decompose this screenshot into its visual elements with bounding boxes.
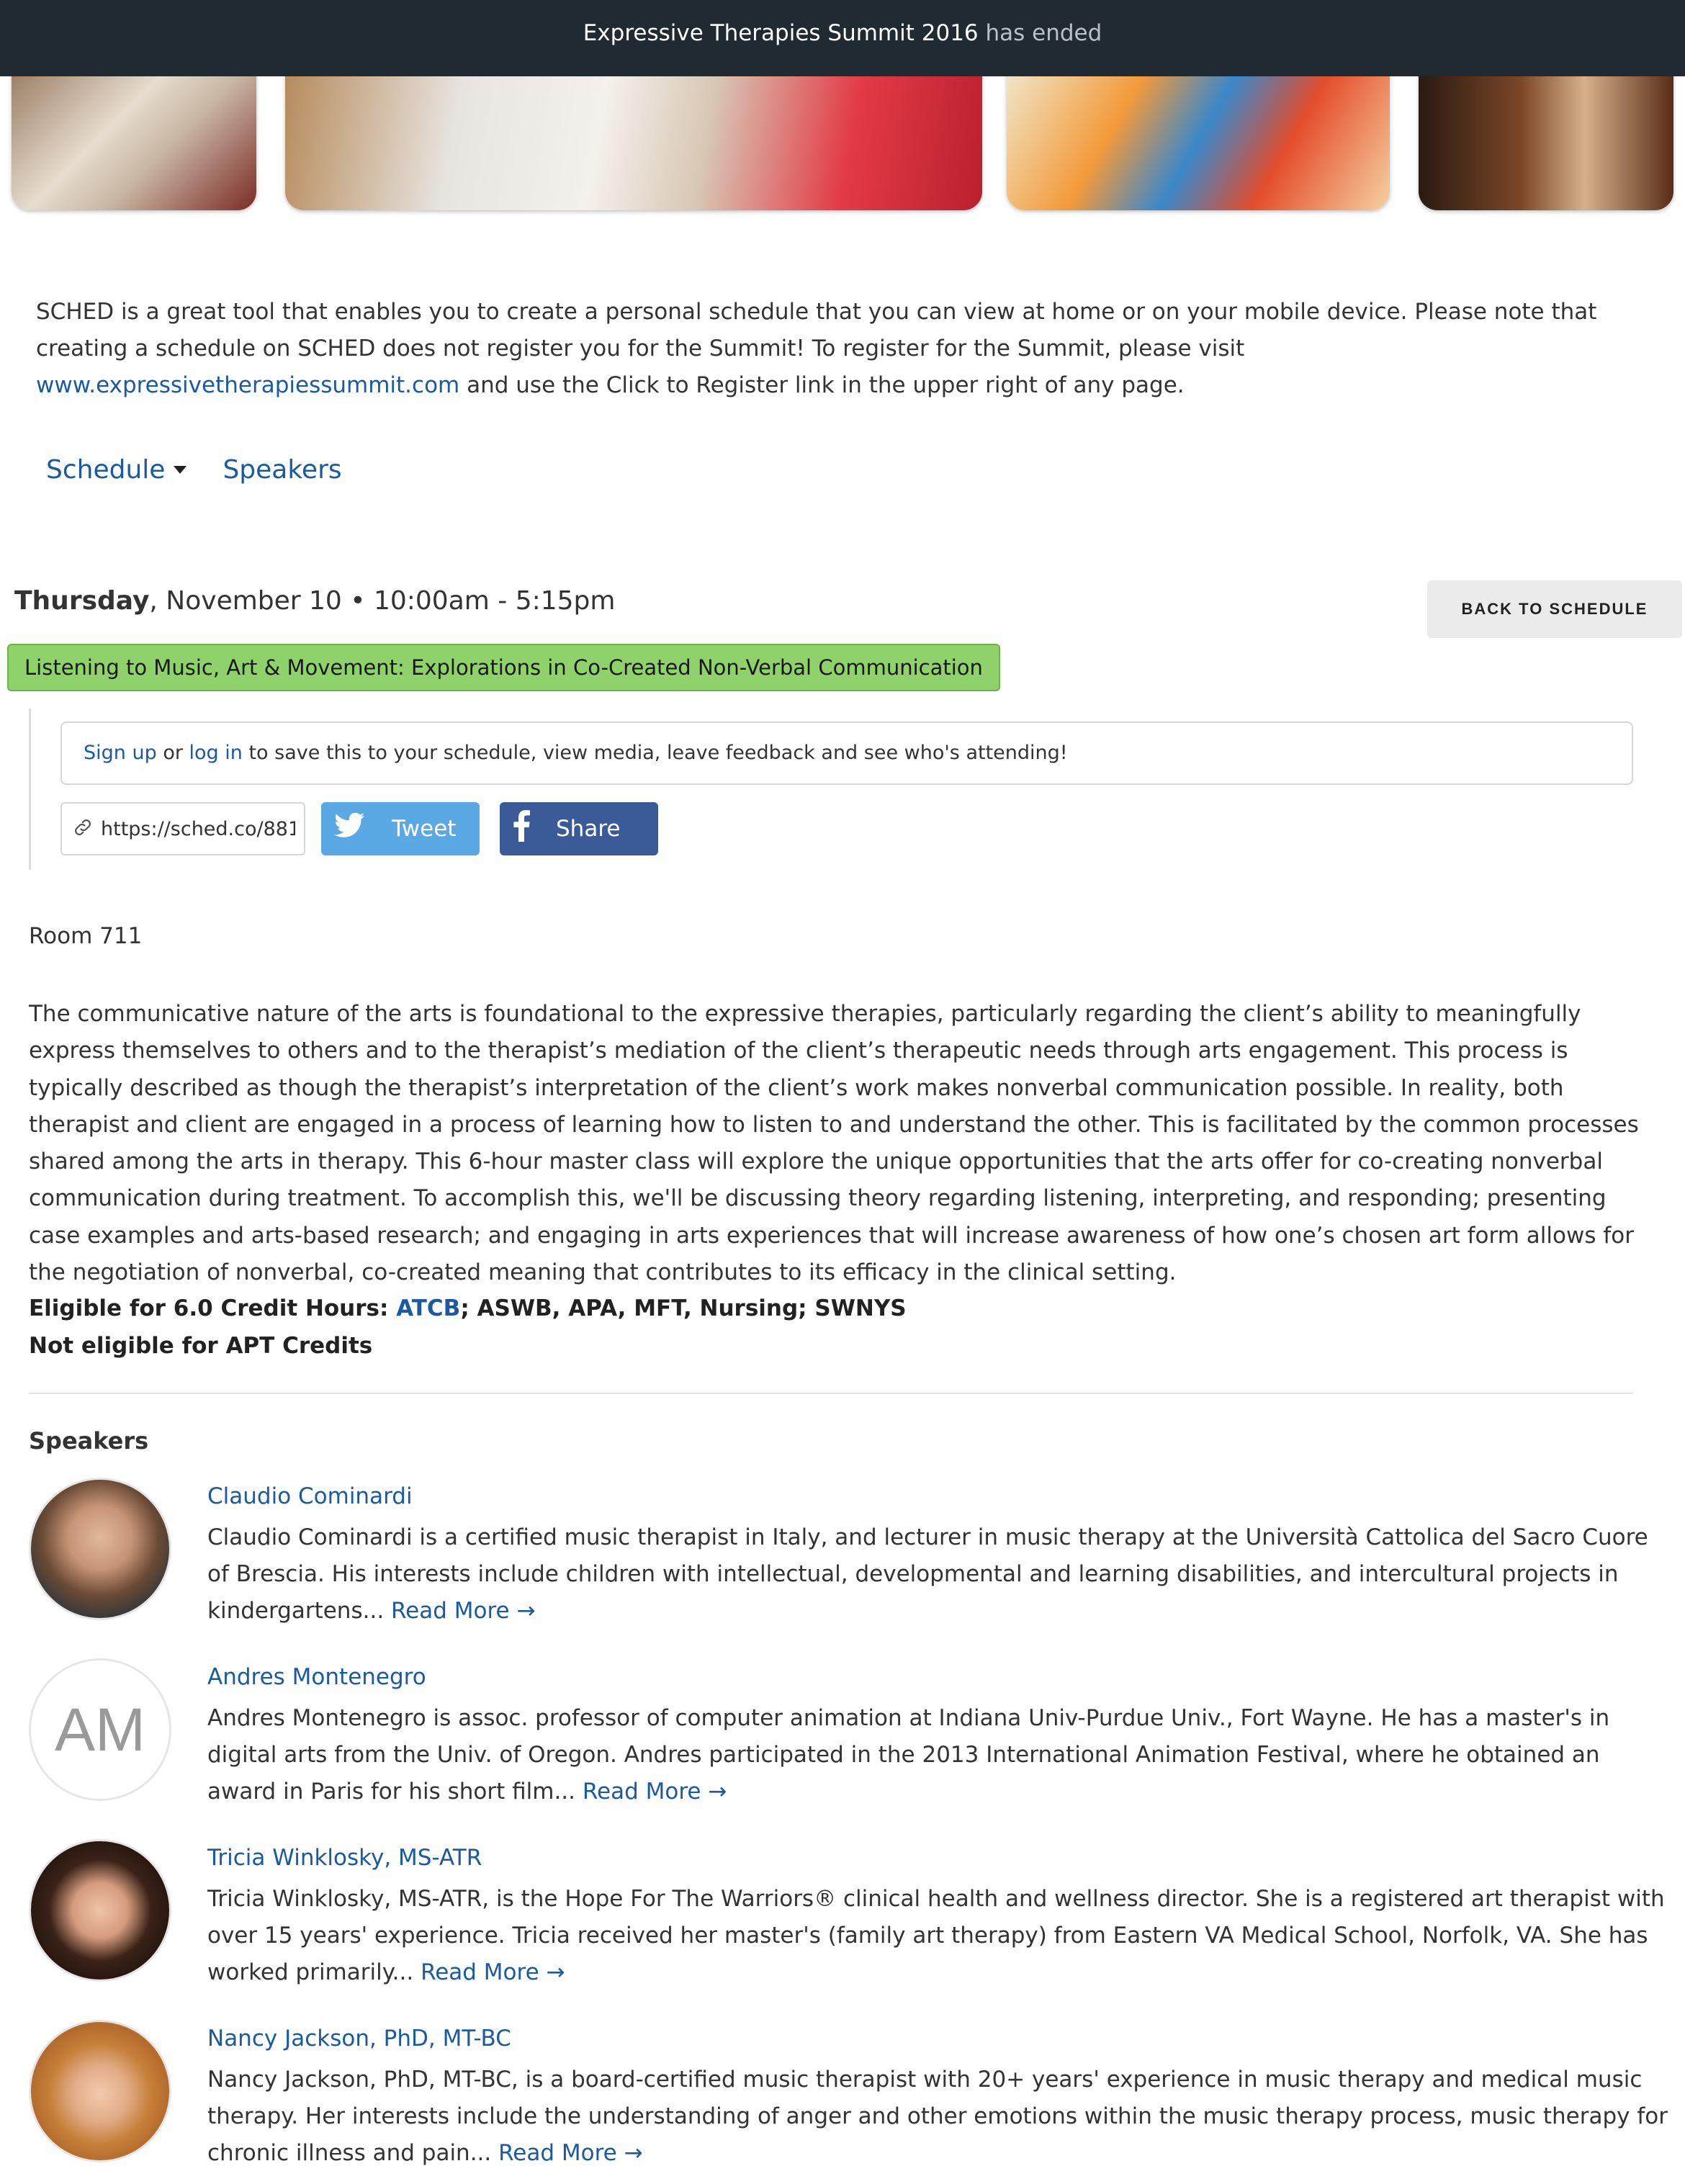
event-actions-rule <box>29 709 31 870</box>
tab-schedule-label: Schedule <box>46 455 166 485</box>
speaker-bio-text: Claudio Cominardi is a certified music therapist in Italy, and lecturer in music therapy at the Università Cattolica del Sacro Cuore of Brescia. His interests include children with intellectual, developmental and learning disabilities, and intercultural projects in kindergartens... <box>207 1524 1648 1624</box>
speaker-bio <box>207 1881 1669 1991</box>
speaker-card <box>29 1478 1656 1629</box>
header-photo-strip <box>0 72 1685 213</box>
header-photo-hands <box>285 72 982 210</box>
intro-text-after: and use the Click to Register link in the upper right of any page. <box>459 372 1185 398</box>
signup-rest-text: to save this to your schedule, view media, leave feedback and see who's attending! <box>242 742 1068 764</box>
banner-event-name: Expressive Therapies Summit 2016 <box>583 20 979 46</box>
speaker-bio <box>207 1700 1669 1810</box>
schedule-nav <box>46 455 378 485</box>
speaker-bio-text: Tricia Winklosky, MS-ATR, is the Hope For The Warriors® clinical health and wellness director. She is a registered art therapist with over 15 years' experience. Tricia received her master's (family art therapy) from Eastern VA Medical School, Norfolk, VA. She has worked primarily... <box>207 1886 1665 1985</box>
avatar[interactable] <box>29 1839 171 1982</box>
facebook-share-button[interactable] <box>500 802 658 855</box>
header-photo-puppet <box>12 72 256 210</box>
apt-note: Not eligible for APT Credits <box>29 1333 373 1359</box>
speaker-card <box>29 1839 1665 1990</box>
signup-prompt <box>60 722 1633 785</box>
caret-down-icon <box>174 466 187 474</box>
speaker-name-link[interactable]: Tricia Winklosky, MS-ATR <box>207 1845 482 1871</box>
event-day: Thursday <box>14 586 150 616</box>
tab-speakers[interactable]: Speakers <box>223 455 342 485</box>
credits-line <box>29 1290 907 1327</box>
event-date-time: , November 10 • 10:00am - 5:15pm <box>149 586 616 616</box>
read-more-link[interactable]: Read More → <box>421 1959 565 1985</box>
tab-schedule[interactable] <box>46 455 187 485</box>
event-status-banner <box>0 0 1685 76</box>
avatar[interactable] <box>29 1478 171 1620</box>
event-datetime <box>14 586 615 616</box>
read-more-link[interactable]: Read More → <box>582 1779 727 1805</box>
intro-text-before: SCHED is a great tool that enables you to create a personal schedule that you can view at home or on your mobile device. Please note that creating a schedule on SCHED does not register you for the Summit! To register for the Summit, please visit <box>36 299 1597 361</box>
tweet-label: Tweet <box>392 816 457 842</box>
facebook-icon <box>513 810 530 848</box>
speaker-bio-text: Andres Montenegro is assoc. professor of computer animation at Indiana Univ-Purdue Univ., Fort Wayne. He has a master's in digital arts from the Univ. of Oregon. Andres participated in the 2013 International Animation Festival, where he obtained an award in Paris for his short film... <box>207 1705 1610 1805</box>
avatar[interactable] <box>29 2020 171 2162</box>
event-title: Listening to Music, Art & Movement: Explorations in Co-Created Non-Verbal Communication <box>7 644 1000 691</box>
speaker-bio <box>207 1519 1669 1630</box>
twitter-bird-icon <box>334 812 366 845</box>
credits-info <box>29 1290 907 1365</box>
speaker-card <box>29 2020 1668 2171</box>
link-icon <box>72 817 94 841</box>
speaker-name-link[interactable]: Claudio Cominardi <box>207 1483 413 1509</box>
header-photo-drum <box>1419 72 1673 210</box>
speaker-bio <box>207 2062 1669 2172</box>
section-divider <box>29 1393 1633 1394</box>
signup-or-text: or <box>156 742 189 764</box>
speakers-heading: Speakers <box>29 1427 149 1455</box>
short-url-box <box>60 802 305 855</box>
speaker-card <box>29 1658 1656 1810</box>
credits-label: Eligible for 6.0 Credit Hours: <box>29 1295 397 1321</box>
banner-status: has ended <box>985 20 1102 46</box>
back-to-schedule-button[interactable]: BACK TO SCHEDULE <box>1427 580 1682 638</box>
login-link[interactable]: log in <box>189 742 243 764</box>
register-site-link[interactable]: www.expressivetherapiessummit.com <box>36 372 460 398</box>
tweet-button[interactable] <box>321 802 480 855</box>
speaker-name-link[interactable]: Nancy Jackson, PhD, MT-BC <box>207 2026 511 2052</box>
share-row <box>60 802 658 855</box>
avatar[interactable]: AM <box>29 1658 171 1801</box>
credits-rest: ; ASWB, APA, MFT, Nursing; SWNYS <box>460 1295 907 1321</box>
share-label: Share <box>556 816 621 842</box>
header-photo-painting <box>1007 72 1390 210</box>
read-more-link[interactable]: Read More → <box>391 1598 536 1624</box>
event-room: Room 711 <box>29 923 143 949</box>
short-url-input[interactable] <box>101 818 295 840</box>
signup-link[interactable]: Sign up <box>84 742 157 764</box>
intro-text <box>36 294 1656 404</box>
read-more-link[interactable]: Read More → <box>498 2140 643 2166</box>
speaker-name-link[interactable]: Andres Montenegro <box>207 1664 426 1690</box>
event-description: The communicative nature of the arts is foundational to the expressive therapies, particularly regarding the client’s ability to meaningfully express themselves to others and to the therapist’s mediation of the client’s therapeutic needs through arts engagement. This process is typically described as though the therapist’s interpretation of the client’s work makes nonverbal communication possible. In reality, both therapist and client are engaged in a process of learning how to listen to and understand the other. This is facilitated by the common processes shared among the arts in therapy. This 6-hour master class will explore the unique opportunities that the arts offer for co-creating nonverbal communication during treatment. To accomplish this, we'll be discussing theory regarding listening, interpreting, and responding; presenting case examples and arts-based research; and engaging in arts experiences that will increase awareness of how one’s chosen art form allows for the negotiation of nonverbal, co-created meaning that contributes to its efficacy in the clinical setting. <box>29 1001 1639 1286</box>
atcb-link[interactable]: ATCB <box>396 1295 461 1321</box>
speaker-bio-text: Nancy Jackson, PhD, MT-BC, is a board-certified music therapist with 20+ years' experience in music therapy and medical music therapy. Her interests include the understanding of anger and other emotions within the music therapy process, music therapy for chronic illness and pain... <box>207 2067 1668 2166</box>
